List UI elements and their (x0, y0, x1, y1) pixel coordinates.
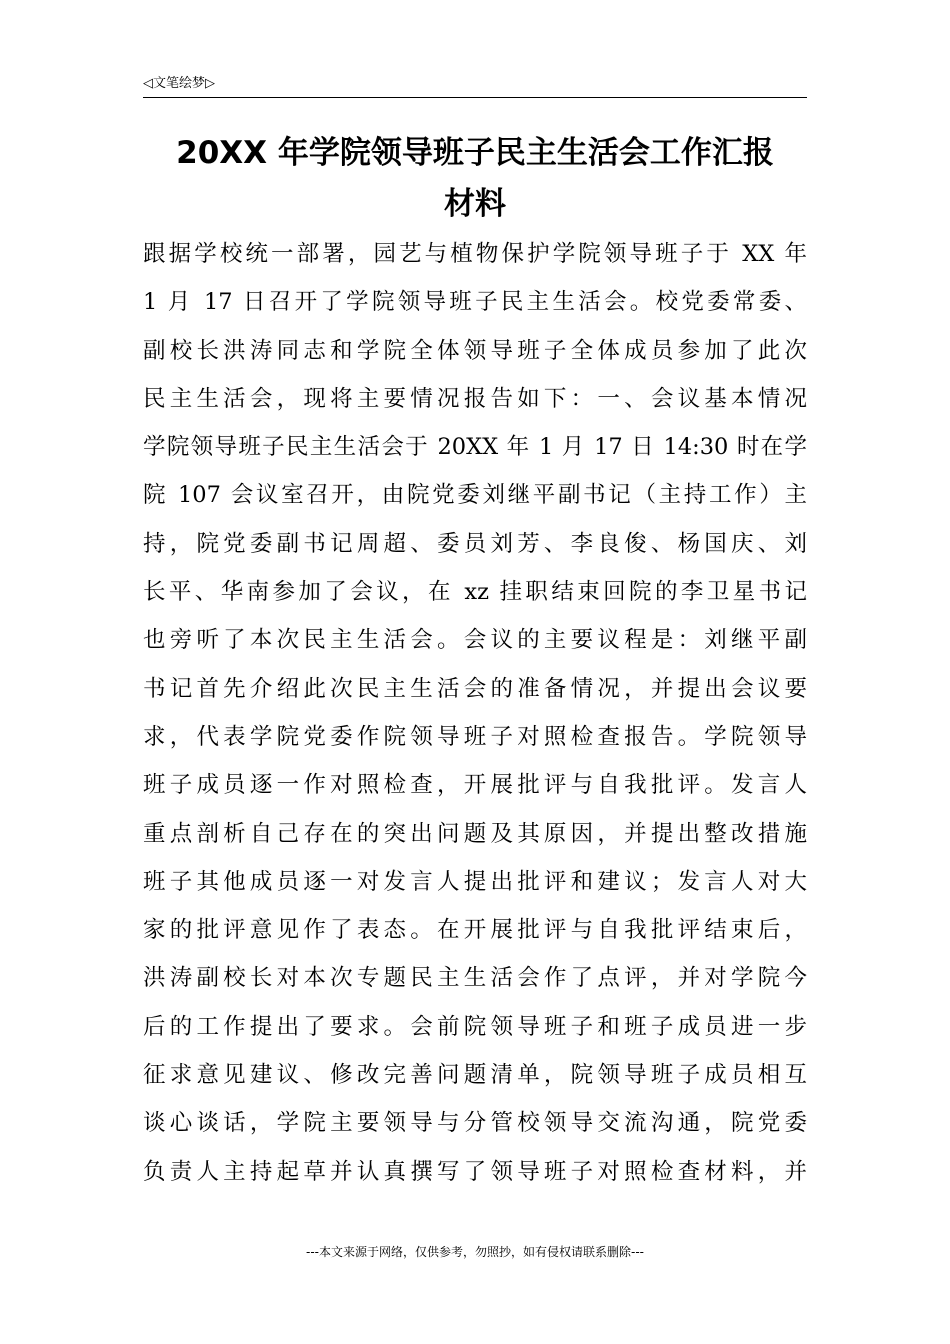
body-line: 1 月 17 日召开了学院领导班子民主生活会。校党委常委、 (143, 289, 807, 316)
title-line-2: 材料 (444, 186, 506, 222)
body-line: 也旁听了本次民主生活会。会议的主要议程是：刘继平副 (143, 627, 807, 654)
body-line: 书记首先介绍此次民主生活会的准备情况，并提出会议要 (143, 675, 807, 702)
body-line: 后的工作提出了要求。会前院领导班子和班子成员进一步 (143, 1013, 807, 1040)
body-line: 民主生活会，现将主要情况报告如下：一、会议基本情况 (143, 385, 807, 412)
document-header-brand: ◁文笔绘梦▷ (143, 76, 215, 91)
header-divider (143, 97, 807, 98)
body-line: 院 107 会议室召开，由院党委刘继平副书记（主持工作）主 (143, 482, 807, 509)
body-line: 征求意见建议、修改完善问题清单，院领导班子成员相互 (143, 1062, 807, 1089)
body-line: 副校长洪涛同志和学院全体领导班子全体成员参加了此次 (143, 337, 807, 364)
body-line: 跟据学校统一部署，园艺与植物保护学院领导班子于 XX 年 (143, 241, 807, 267)
body-line: 学院领导班子民主生活会于 20XX 年 1 月 17 日 14:30 时在学 (143, 434, 807, 461)
document-title (143, 128, 807, 230)
body-line: 班子其他成员逐一对发言人提出批评和建议；发言人对大 (143, 868, 807, 895)
body-line: 负责人主持起草并认真撰写了领导班子对照检查材料，并 (143, 1158, 807, 1185)
body-line: 长平、华南参加了会议，在 xz 挂职结束回院的李卫星书记 (143, 579, 807, 606)
document-body (143, 230, 807, 1196)
body-line: 家的批评意见作了表态。在开展批评与自我批评结束后， (143, 917, 807, 944)
title-line-1: 20XX 年学院领导班子民主生活会工作汇报 (176, 135, 774, 171)
footer-disclaimer: ---本文来源于网络，仅供参考，勿照抄，如有侵权请联系删除--- (306, 1245, 644, 1259)
body-line: 重点剖析自己存在的突出问题及其原因，并提出整改措施 (143, 820, 807, 847)
body-line: 班子成员逐一作对照检查，开展批评与自我批评。发言人 (143, 772, 807, 799)
body-line: 洪涛副校长对本次专题民主生活会作了点评，并对学院今 (143, 965, 807, 992)
body-line: 求，代表学院党委作院领导班子对照检查报告。学院领导 (143, 723, 807, 750)
body-line: 持，院党委副书记周超、委员刘芳、李良俊、杨国庆、刘 (143, 530, 807, 557)
body-line: 谈心谈话，学院主要领导与分管校领导交流沟通，院党委 (143, 1110, 807, 1137)
